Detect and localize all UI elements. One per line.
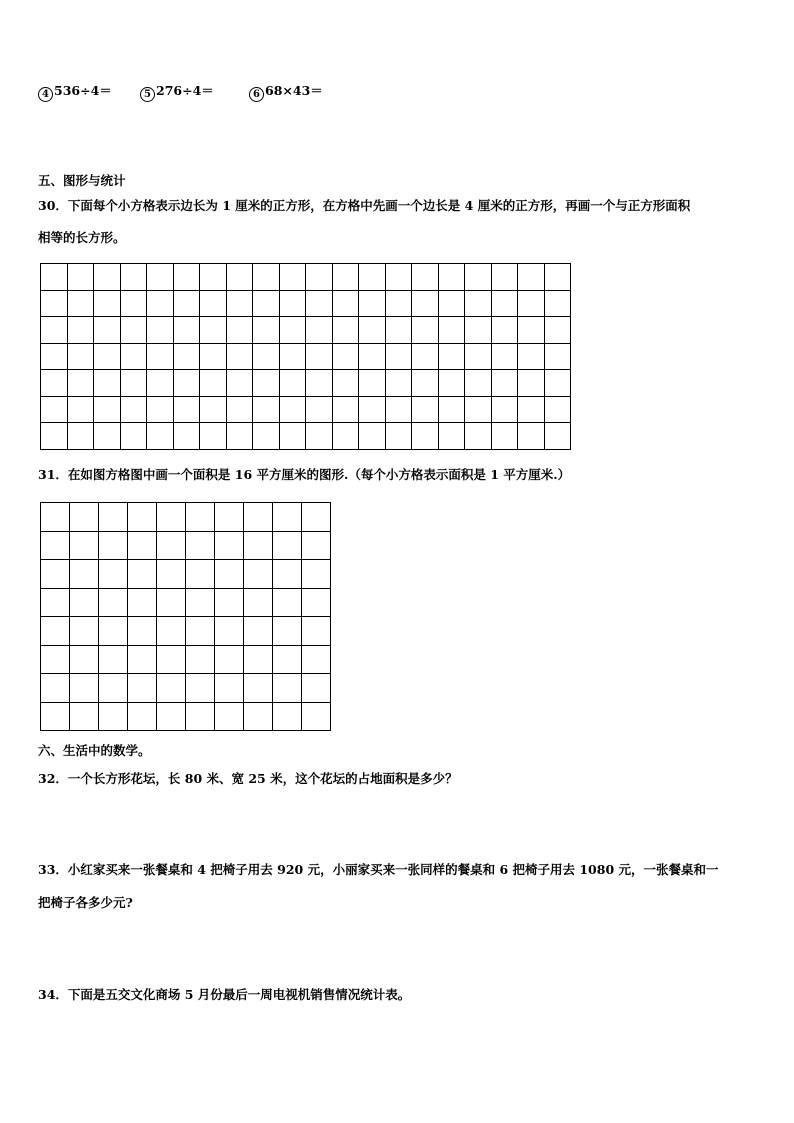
grid-cell — [99, 503, 128, 532]
grid-cell — [173, 317, 200, 344]
grid-cell — [465, 317, 492, 344]
grid-cell — [215, 560, 244, 589]
grid-cell — [173, 370, 200, 397]
grid-cell — [279, 317, 306, 344]
grid-cell — [173, 290, 200, 317]
question-30-line-1: 30．下面每个小方格表示边长为 1 厘米的正方形，在方格中先画一个边长是 4 厘米的正方形，再画一个与正方形面积 — [38, 198, 691, 213]
grid-cell — [518, 343, 545, 370]
circled-number: 4 — [38, 87, 53, 102]
grid-cell — [273, 645, 302, 674]
grid-cell — [438, 370, 465, 397]
grid-cell — [244, 560, 273, 589]
grid-cell — [99, 702, 128, 731]
grid-cell — [491, 317, 518, 344]
grid-cell — [253, 423, 280, 450]
grid-cell — [67, 423, 94, 450]
grid-cell — [200, 396, 227, 423]
grid-cell — [302, 674, 331, 703]
grid-cell — [173, 264, 200, 291]
grid-cell — [70, 702, 99, 731]
grid-cell — [306, 343, 333, 370]
grid-cell — [412, 264, 439, 291]
grid-cell — [128, 674, 157, 703]
grid-cell — [244, 531, 273, 560]
grid-cell — [302, 702, 331, 731]
grid-cell — [186, 588, 215, 617]
grid-row — [41, 531, 331, 560]
grid-cell — [147, 317, 174, 344]
grid-cell — [41, 290, 68, 317]
grid-cell — [273, 560, 302, 589]
grid-cell — [253, 264, 280, 291]
grid-cell — [226, 343, 253, 370]
grid-cell — [70, 560, 99, 589]
grid-cell — [94, 264, 121, 291]
grid-cell — [491, 396, 518, 423]
grid-cell — [157, 702, 186, 731]
grid-cell — [302, 588, 331, 617]
grid-cell — [306, 264, 333, 291]
square-grid-31 — [40, 502, 331, 731]
grid-cell — [279, 396, 306, 423]
calc-expression: 276÷4＝ — [156, 83, 214, 98]
grid-cell — [332, 343, 359, 370]
grid-cell — [226, 264, 253, 291]
grid-cell — [200, 343, 227, 370]
grid-cell — [186, 503, 215, 532]
grid-cell — [173, 423, 200, 450]
grid-row — [41, 560, 331, 589]
grid-cell — [215, 531, 244, 560]
grid-cell — [215, 702, 244, 731]
grid-cell — [157, 560, 186, 589]
grid-cell — [41, 588, 70, 617]
grid-cell — [518, 423, 545, 450]
grid-cell — [157, 503, 186, 532]
grid-cell — [70, 503, 99, 532]
grid-row — [41, 343, 571, 370]
grid-cell — [147, 423, 174, 450]
grid-cell — [200, 290, 227, 317]
grid-cell — [70, 674, 99, 703]
grid-cell — [200, 423, 227, 450]
grid-cell — [273, 702, 302, 731]
grid-cell — [438, 290, 465, 317]
grid-cell — [226, 423, 253, 450]
grid-cell — [302, 531, 331, 560]
grid-cell — [385, 264, 412, 291]
grid-cell — [412, 290, 439, 317]
grid-cell — [226, 370, 253, 397]
grid-cell — [186, 645, 215, 674]
grid-cell — [332, 317, 359, 344]
grid-cell — [173, 343, 200, 370]
grid-cell — [157, 531, 186, 560]
grid-cell — [94, 290, 121, 317]
grid-cell — [147, 396, 174, 423]
grid-row — [41, 370, 571, 397]
grid-cell — [273, 503, 302, 532]
grid-cell — [186, 674, 215, 703]
grid-cell — [186, 560, 215, 589]
grid-cell — [94, 370, 121, 397]
grid-cell — [273, 588, 302, 617]
grid-cell — [120, 264, 147, 291]
grid-cell — [157, 588, 186, 617]
grid-cell — [120, 343, 147, 370]
grid-cell — [332, 290, 359, 317]
grid-cell — [359, 290, 386, 317]
question-32: 32．一个长方形花坛，长 80 米、宽 25 米，这个花坛的占地面积是多少？ — [38, 771, 458, 786]
grid-cell — [67, 264, 94, 291]
grid-cell — [120, 317, 147, 344]
grid-cell — [67, 343, 94, 370]
grid-cell — [253, 290, 280, 317]
grid-cell — [359, 317, 386, 344]
grid-cell — [99, 588, 128, 617]
grid-cell — [385, 370, 412, 397]
grid-cell — [128, 617, 157, 646]
grid-cell — [306, 423, 333, 450]
grid-cell — [147, 343, 174, 370]
grid-cell — [465, 290, 492, 317]
grid-cell — [491, 343, 518, 370]
grid-cell — [186, 531, 215, 560]
calc-item-4 — [38, 83, 112, 102]
question-34: 34．下面是五交文化商场 5 月份最后一周电视机销售情况统计表。 — [38, 987, 411, 1002]
grid-cell — [128, 560, 157, 589]
grid-cell — [273, 674, 302, 703]
grid-cell — [200, 370, 227, 397]
grid-cell — [544, 370, 571, 397]
grid-cell — [359, 423, 386, 450]
grid-cell — [70, 617, 99, 646]
grid-cell — [244, 503, 273, 532]
grid-cell — [215, 645, 244, 674]
grid-cell — [215, 588, 244, 617]
grid-cell — [128, 503, 157, 532]
grid-cell — [385, 396, 412, 423]
grid-cell — [99, 560, 128, 589]
grid-cell — [200, 317, 227, 344]
grid-cell — [99, 617, 128, 646]
grid-cell — [186, 617, 215, 646]
grid-cell — [70, 531, 99, 560]
grid-row — [41, 674, 331, 703]
grid-cell — [385, 423, 412, 450]
grid-cell — [70, 645, 99, 674]
grid-cell — [465, 264, 492, 291]
grid-cell — [359, 396, 386, 423]
grid-row — [41, 588, 331, 617]
grid-cell — [518, 370, 545, 397]
grid-cell — [273, 617, 302, 646]
grid-cell — [332, 396, 359, 423]
section-title-6: 六、生活中的数学。 — [38, 743, 151, 758]
section-title-5: 五、图形与统计 — [38, 173, 126, 188]
grid-cell — [244, 702, 273, 731]
grid-cell — [41, 396, 68, 423]
grid-cell — [147, 264, 174, 291]
grid-cell — [173, 396, 200, 423]
grid-row — [41, 617, 331, 646]
grid-cell — [94, 343, 121, 370]
grid-cell — [306, 290, 333, 317]
grid-cell — [99, 645, 128, 674]
grid-cell — [157, 617, 186, 646]
grid-cell — [273, 531, 302, 560]
grid-cell — [41, 702, 70, 731]
grid-cell — [385, 343, 412, 370]
grid-cell — [157, 645, 186, 674]
grid-cell — [253, 396, 280, 423]
grid-cell — [332, 370, 359, 397]
grid-cell — [518, 264, 545, 291]
grid-cell — [120, 423, 147, 450]
grid-cell — [244, 617, 273, 646]
grid-cell — [306, 396, 333, 423]
grid-cell — [518, 317, 545, 344]
grid-cell — [157, 674, 186, 703]
question-33-line-2: 把椅子各多少元? — [38, 895, 133, 910]
grid-cell — [385, 317, 412, 344]
grid-cell — [332, 264, 359, 291]
grid-row — [41, 423, 571, 450]
grid-cell — [544, 264, 571, 291]
grid-cell — [465, 423, 492, 450]
grid-cell — [215, 617, 244, 646]
grid-cell — [279, 343, 306, 370]
grid-cell — [41, 617, 70, 646]
grid-row — [41, 702, 331, 731]
grid-cell — [253, 370, 280, 397]
question-33-line-1: 33．小红家买来一张餐桌和 4 把椅子用去 920 元，小丽家买来一张同样的餐桌和 6 把椅子用去 1080 元，一张餐桌和一 — [38, 862, 719, 877]
grid-cell — [279, 290, 306, 317]
grid-cell — [41, 370, 68, 397]
grid-cell — [67, 317, 94, 344]
grid-cell — [491, 264, 518, 291]
grid-row — [41, 264, 571, 291]
grid-cell — [412, 343, 439, 370]
grid-cell — [41, 264, 68, 291]
grid-cell — [215, 674, 244, 703]
grid-cell — [438, 423, 465, 450]
grid-cell — [41, 503, 70, 532]
grid-cell — [385, 290, 412, 317]
grid-cell — [41, 645, 70, 674]
circled-number: 5 — [140, 87, 155, 102]
grid-cell — [186, 702, 215, 731]
grid-cell — [412, 317, 439, 344]
grid-cell — [544, 317, 571, 344]
grid-cell — [438, 264, 465, 291]
grid-cell — [465, 396, 492, 423]
grid-cell — [99, 674, 128, 703]
grid-cell — [226, 317, 253, 344]
grid-row — [41, 290, 571, 317]
grid-row — [41, 396, 571, 423]
grid-cell — [491, 423, 518, 450]
grid-cell — [412, 370, 439, 397]
grid-cell — [306, 370, 333, 397]
grid-cell — [302, 503, 331, 532]
grid-cell — [67, 370, 94, 397]
grid-cell — [438, 317, 465, 344]
grid-cell — [41, 423, 68, 450]
grid-cell — [120, 290, 147, 317]
grid-cell — [244, 674, 273, 703]
grid-cell — [302, 645, 331, 674]
grid-cell — [279, 423, 306, 450]
grid-cell — [67, 396, 94, 423]
grid-cell — [70, 588, 99, 617]
grid-cell — [491, 370, 518, 397]
grid-cell — [279, 264, 306, 291]
grid-cell — [306, 317, 333, 344]
grid-cell — [41, 560, 70, 589]
grid-cell — [253, 317, 280, 344]
grid-cell — [518, 290, 545, 317]
grid-cell — [128, 702, 157, 731]
grid-cell — [41, 343, 68, 370]
grid-cell — [41, 674, 70, 703]
grid-cell — [200, 264, 227, 291]
grid-cell — [518, 396, 545, 423]
grid-cell — [465, 343, 492, 370]
grid-cell — [544, 343, 571, 370]
square-grid-30 — [40, 263, 571, 450]
question-30-line-2: 相等的长方形。 — [38, 230, 126, 245]
grid-cell — [438, 396, 465, 423]
grid-cell — [279, 370, 306, 397]
grid-cell — [67, 290, 94, 317]
grid-cell — [128, 588, 157, 617]
grid-cell — [544, 396, 571, 423]
calc-item-5 — [140, 83, 214, 102]
grid-cell — [94, 423, 121, 450]
grid-cell — [41, 531, 70, 560]
grid-cell — [359, 370, 386, 397]
grid-cell — [128, 645, 157, 674]
calc-expression: 68×43＝ — [265, 83, 323, 98]
grid-cell — [544, 290, 571, 317]
grid-cell — [120, 396, 147, 423]
grid-cell — [302, 617, 331, 646]
grid-cell — [253, 343, 280, 370]
grid-cell — [244, 645, 273, 674]
grid-cell — [544, 423, 571, 450]
grid-cell — [438, 343, 465, 370]
calc-expression: 536÷4＝ — [54, 83, 112, 98]
grid-cell — [147, 290, 174, 317]
grid-cell — [41, 317, 68, 344]
circled-number: 6 — [249, 87, 264, 102]
grid-cell — [94, 396, 121, 423]
grid-row — [41, 317, 571, 344]
grid-cell — [94, 317, 121, 344]
grid-cell — [412, 396, 439, 423]
calc-item-6 — [249, 83, 323, 102]
grid-cell — [244, 588, 273, 617]
grid-cell — [302, 560, 331, 589]
grid-cell — [465, 370, 492, 397]
grid-cell — [226, 396, 253, 423]
grid-cell — [412, 423, 439, 450]
grid-cell — [359, 343, 386, 370]
grid-cell — [215, 503, 244, 532]
grid-cell — [226, 290, 253, 317]
grid-cell — [359, 264, 386, 291]
grid-row — [41, 645, 331, 674]
grid-cell — [99, 531, 128, 560]
grid-cell — [128, 531, 157, 560]
grid-cell — [491, 290, 518, 317]
grid-cell — [147, 370, 174, 397]
grid-row — [41, 503, 331, 532]
grid-cell — [120, 370, 147, 397]
question-31: 31．在如图方格图中画一个面积是 16 平方厘米的图形.（每个小方格表示面积是 1 平方厘米.） — [38, 467, 571, 482]
grid-cell — [332, 423, 359, 450]
